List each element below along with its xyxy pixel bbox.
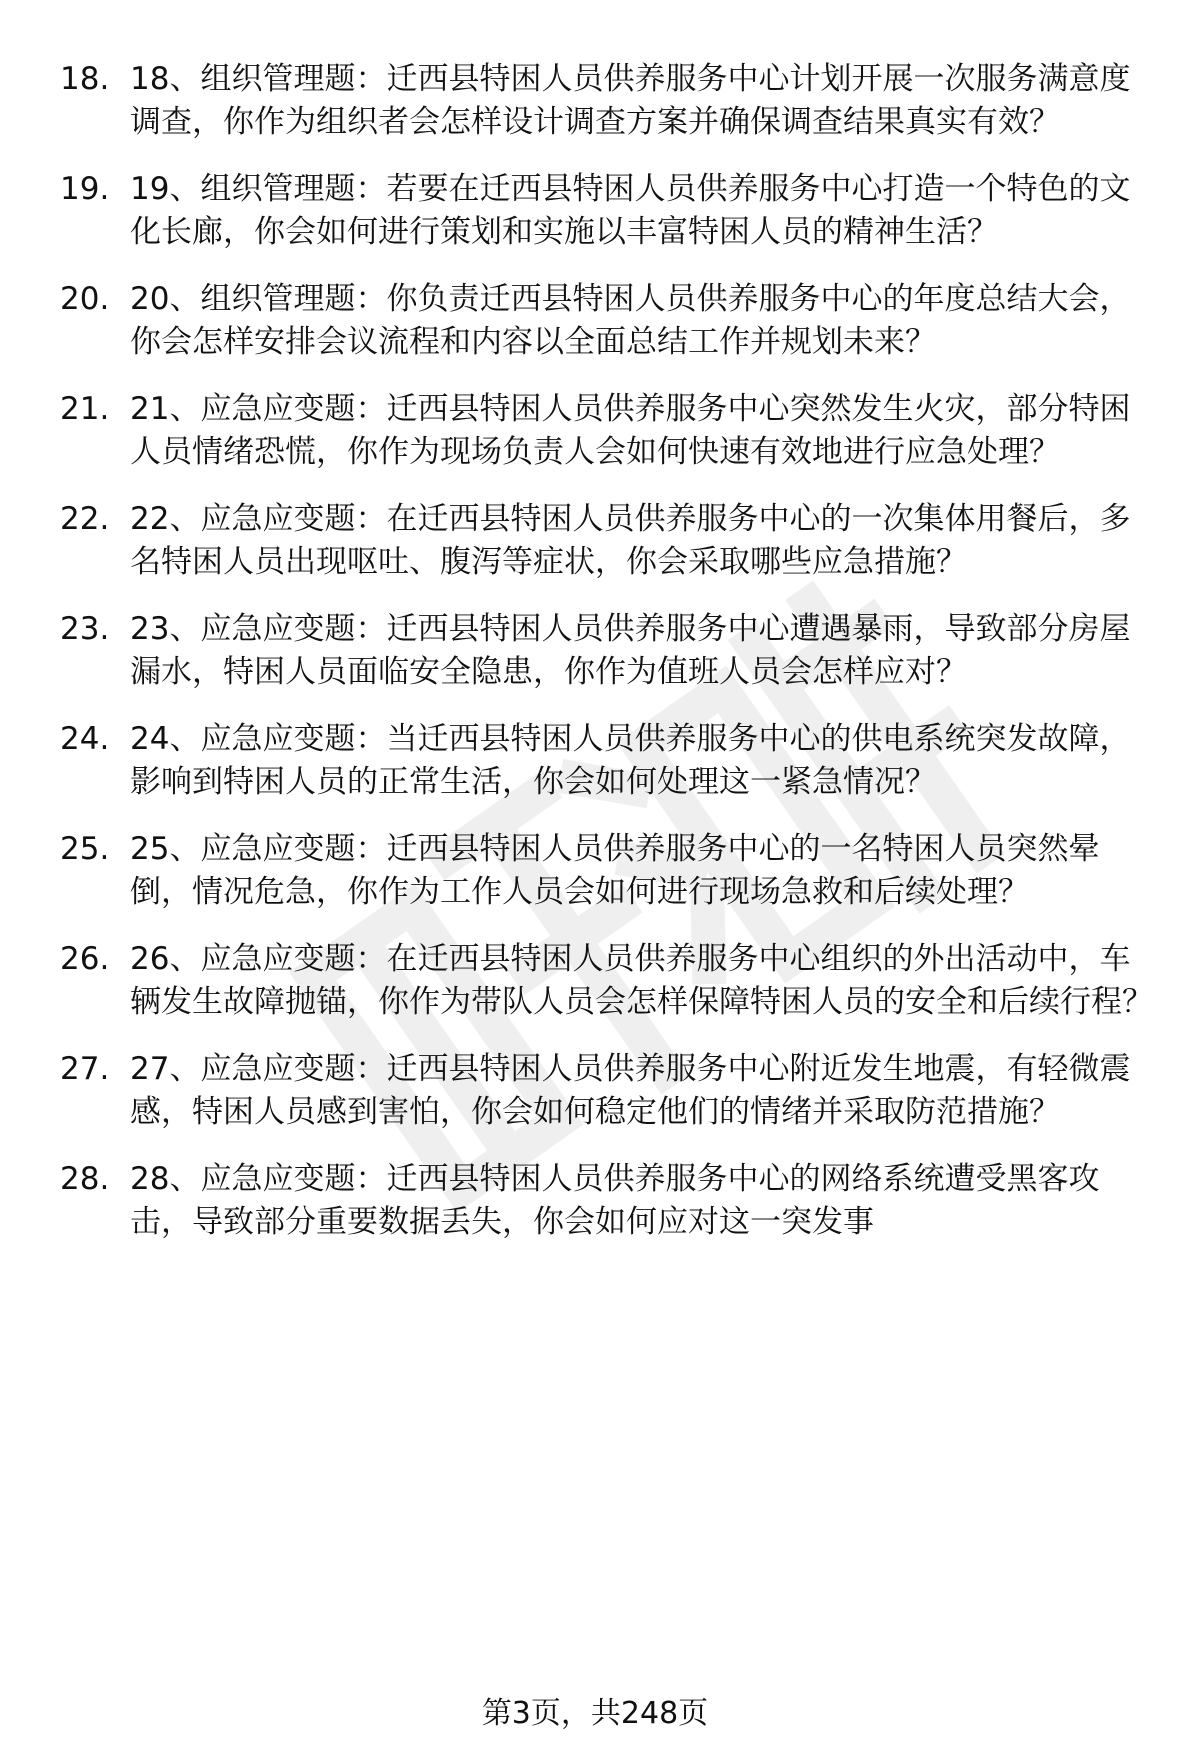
question-text: 28、应急应变题：迁西县特困人员供养服务中心的网络系统遭受黑客攻击，导致部分重要数据丢失，你会如何应对这一突发事 <box>130 1161 1100 1240</box>
question-text: 27、应急应变题：迁西县特困人员供养服务中心附近发生地震，有轻微震感，特困人员感到害怕，你会如何稳定他们的情绪并采取防范措施？ <box>130 1051 1131 1130</box>
question-text: 19、组织管理题：若要在迁西县特困人员供养服务中心打造一个特色的文化长廊，你会如何进行策划和实施以丰富特困人员的精神生活？ <box>130 171 1131 250</box>
question-text: 25、应急应变题：迁西县特困人员供养服务中心的一名特困人员突然晕倒，情况危急，你作为工作人员会如何进行现场急救和后续处理？ <box>130 831 1100 910</box>
question-text: 23、应急应变题：迁西县特困人员供养服务中心遭遇暴雨，导致部分房屋漏水，特困人员面临安全隐患，你作为值班人员会怎样应对？ <box>130 611 1131 690</box>
question-number: 22. <box>60 501 110 537</box>
question-item <box>60 278 1160 364</box>
question-item <box>60 388 1160 474</box>
question-item <box>60 168 1160 254</box>
question-text: 18、组织管理题：迁西县特困人员供养服务中心计划开展一次服务满意度调查，你作为组织者会怎样设计调查方案并确保调查结果真实有效？ <box>130 61 1131 140</box>
question-text: 21、应急应变题：迁西县特困人员供养服务中心突然发生火灾，部分特困人员情绪恐慌，你作为现场负责人会如何快速有效地进行应急处理？ <box>130 391 1131 470</box>
question-number: 20. <box>60 281 110 317</box>
question-number: 26. <box>60 941 110 977</box>
question-number: 19. <box>60 171 110 207</box>
question-number: 23. <box>60 611 110 647</box>
question-number: 25. <box>60 831 110 867</box>
question-item <box>60 828 1160 914</box>
question-text: 24、应急应变题：当迁西县特困人员供养服务中心的供电系统突发故障，影响到特困人员的正常生活，你会如何处理这一紧急情况？ <box>130 721 1131 800</box>
question-item <box>60 1158 1160 1244</box>
question-item <box>60 58 1160 144</box>
question-number: 28. <box>60 1161 110 1197</box>
question-number: 27. <box>60 1051 110 1087</box>
question-number: 18. <box>60 61 110 97</box>
page-footer: 第3页，共248页 <box>481 1696 709 1731</box>
question-item <box>60 718 1160 804</box>
question-item <box>60 938 1160 1024</box>
question-item <box>60 498 1160 584</box>
question-number: 21. <box>60 391 110 427</box>
question-text: 20、组织管理题：你负责迁西县特困人员供养服务中心的年度总结大会，你会怎样安排会议流程和内容以全面总结工作并规划未来？ <box>130 281 1131 360</box>
question-item <box>60 608 1160 694</box>
question-number: 24. <box>60 721 110 757</box>
question-item <box>60 1048 1160 1134</box>
question-list <box>60 58 1160 1268</box>
question-text: 26、应急应变题：在迁西县特困人员供养服务中心组织的外出活动中，车辆发生故障抛锚，你作为带队人员会怎样保障特困人员的安全和后续行程？ <box>130 941 1153 1020</box>
question-text: 22、应急应变题：在迁西县特困人员供养服务中心的一次集体用餐后，多名特困人员出现呕吐、腹泻等症状，你会采取哪些应急措施？ <box>130 501 1131 580</box>
